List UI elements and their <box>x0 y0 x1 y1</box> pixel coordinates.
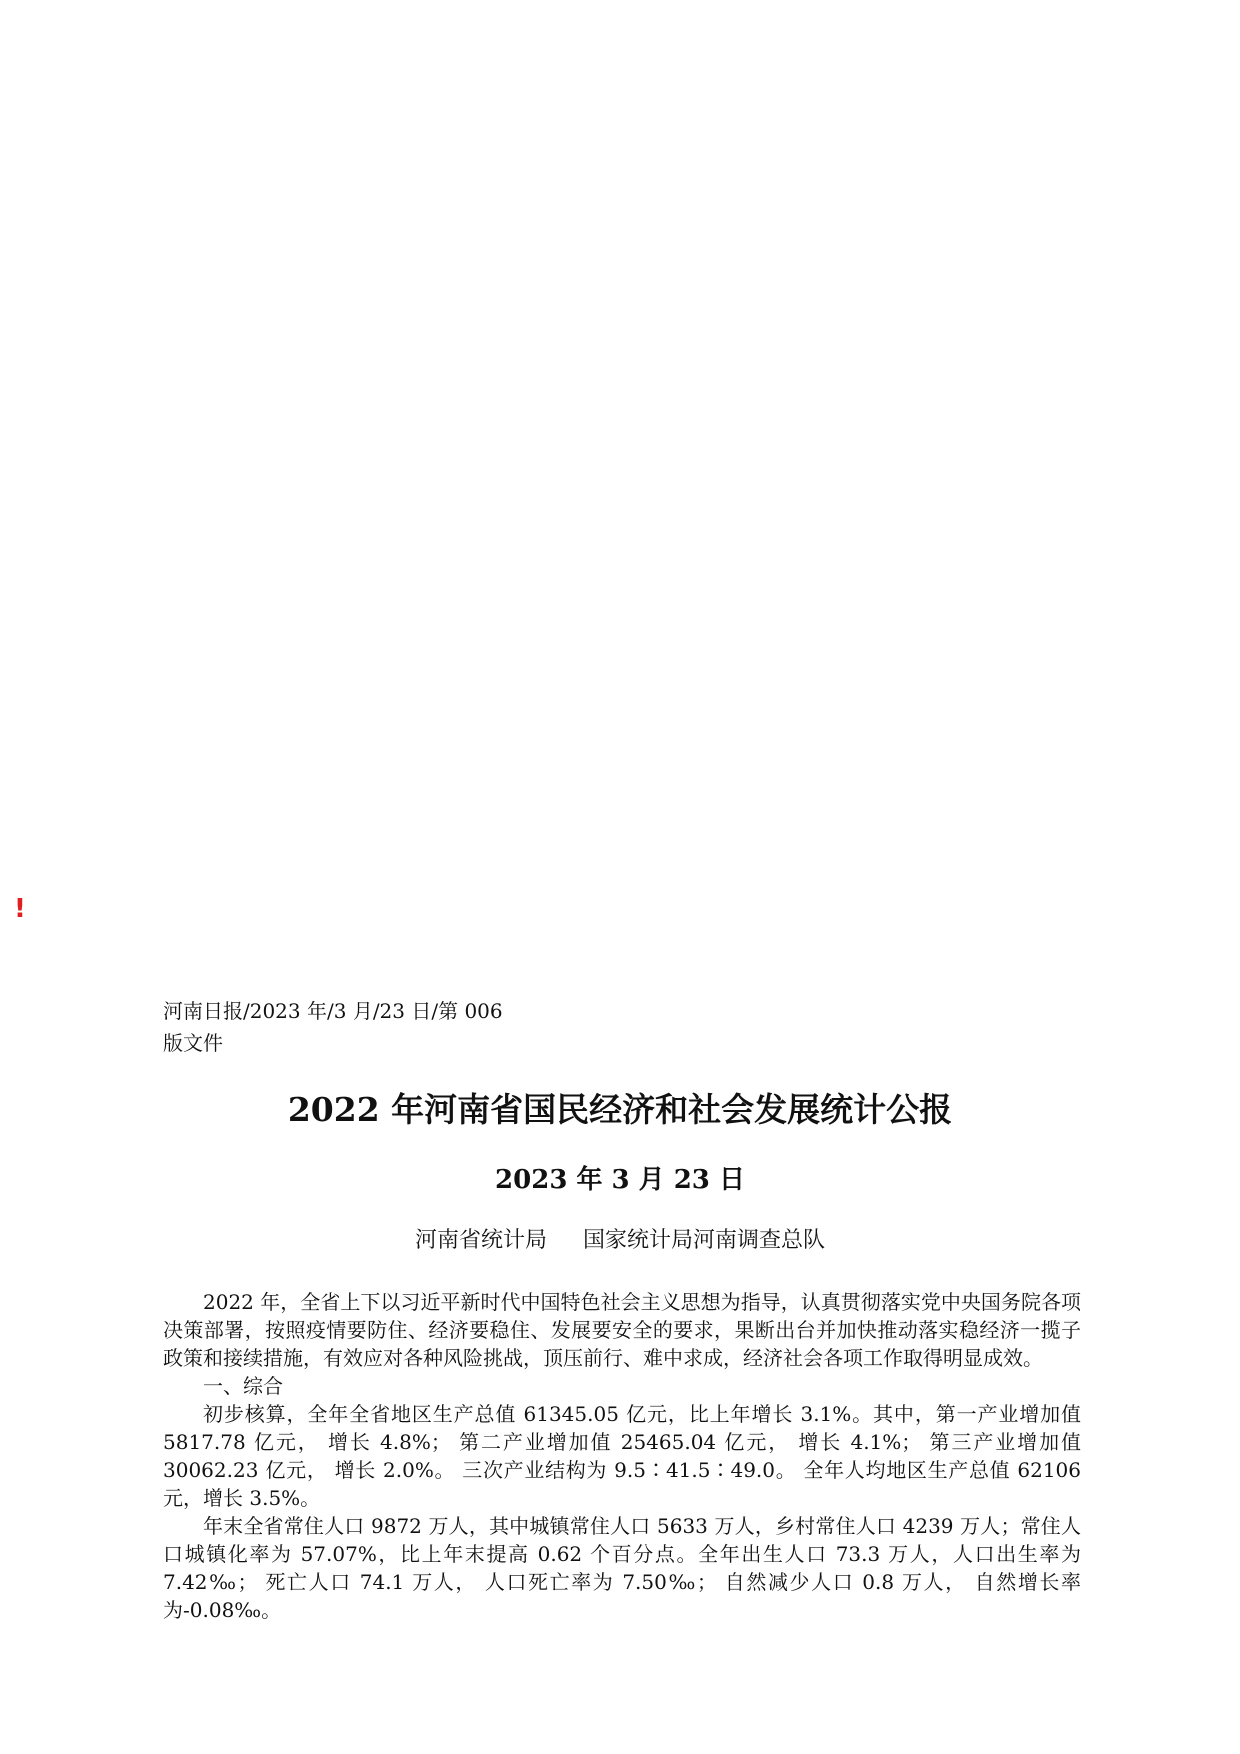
paragraph-population: 年末全省常住人口 9872 万人，其中城镇常住人口 5633 万人，乡村常住人口 4239 万人；常住人口城镇化率为 57.07%，比上年末提高 0.62 个百分点。全年出生人口 73.3 万人，人口出生率为 7.42‰； 死亡人口 74.1 万人， 人口死亡率为 7.50‰； 自然减少人口 0.8 万人， 自然增长率为-0.08‰。 <box>163 1514 1081 1622</box>
section-heading-overview: 一、综合 <box>203 1374 283 1398</box>
paragraph-gdp: 初步核算，全年全省地区生产总值 61345.05 亿元，比上年增长 3.1%。其中，第一产业增加值 5817.78 亿元， 增长 4.8%； 第二产业增加值 25465.04 亿元， 增长 4.1%； 第三产业增加值 30062.23 亿元， 增长 2.0%。 三次产业结构为 9.5∶41.5∶49.0。 全年人均地区生产总值 62106 元，增长 3.5%。 <box>163 1402 1081 1510</box>
agency-nbs-henan-survey-team: 国家统计局河南调查总队 <box>583 1228 826 1253</box>
paragraph-intro: 2022 年，全省上下以习近平新时代中国特色社会主义思想为指导，认真贯彻落实党中央国务院各项决策部署，按照疫情要防住、经济要稳住、发展要安全的要求，果断出台并加快推动落实稳经济一揽子政策和接续措施，有效应对各种风险挑战，顶压前行、难中求成，经济社会各项工作取得明显成效。 <box>163 1290 1081 1370</box>
page-title: 2022 年河南省国民经济和社会发展统计公报 <box>287 1090 953 1129</box>
issuing-agencies <box>0 1225 1240 1257</box>
agency-provincial-statistics-bureau: 河南省统计局 <box>414 1228 547 1253</box>
body-text <box>163 1288 1081 1624</box>
publication-date: 2023 年 3 月 23 日 <box>495 1165 745 1195</box>
source-line: 河南日报/2023 年/3 月/23 日/第 006 版文件 <box>163 999 503 1055</box>
red-exclamation-mark: ! <box>14 894 26 924</box>
